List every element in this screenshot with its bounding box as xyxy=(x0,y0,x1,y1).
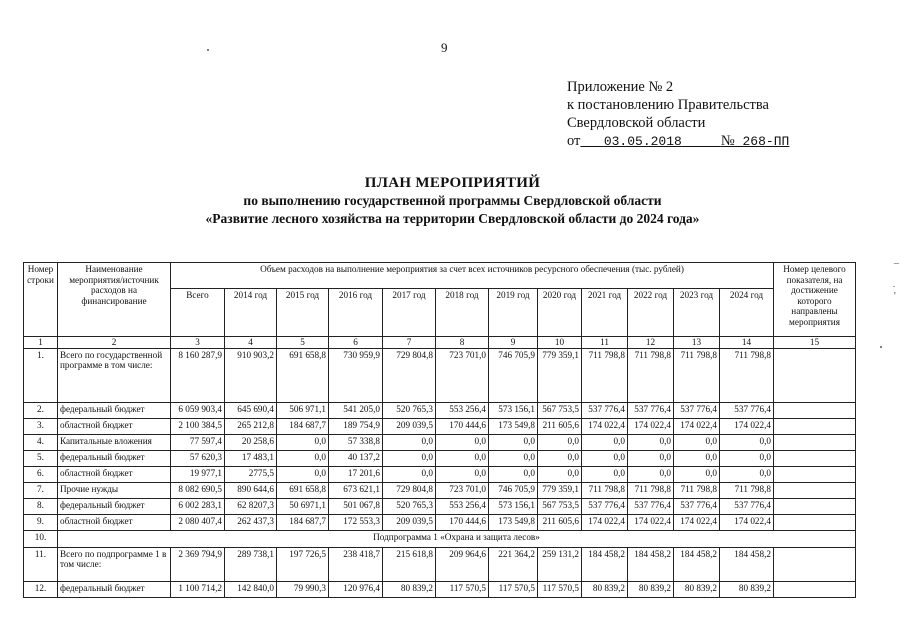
row-value: 0,0 xyxy=(383,466,436,482)
row-value: 259 131,2 xyxy=(538,547,582,581)
row-value: 0,0 xyxy=(383,450,436,466)
row-value: 0,0 xyxy=(582,466,628,482)
row-value: 80 839,2 xyxy=(383,581,436,597)
column-number: 15 xyxy=(774,337,856,349)
row-value: 537 776,4 xyxy=(674,498,720,514)
row-value: 170 444,6 xyxy=(436,418,489,434)
row-value: 573 156,1 xyxy=(489,498,538,514)
row-target xyxy=(774,547,856,581)
header-year: 2021 год xyxy=(582,289,628,337)
row-value: 57 620,3 xyxy=(171,450,225,466)
row-value: 17 483,1 xyxy=(225,450,277,466)
row-number: 9. xyxy=(24,514,58,530)
row-value: 2 369 794,9 xyxy=(171,547,225,581)
row-value: 0,0 xyxy=(277,450,329,466)
row-value: 80 839,2 xyxy=(674,581,720,597)
column-number: 6 xyxy=(329,337,383,349)
row-value: 174 022,4 xyxy=(582,418,628,434)
row-value: 673 621,1 xyxy=(329,482,383,498)
row-value: 211 605,6 xyxy=(538,418,582,434)
row-value: 0,0 xyxy=(720,434,774,450)
row-value: 174 022,4 xyxy=(674,418,720,434)
table-row xyxy=(24,581,856,597)
row-value: 289 738,1 xyxy=(225,547,277,581)
row-name: Прочие нужды xyxy=(58,482,171,498)
row-value: 50 6971,1 xyxy=(277,498,329,514)
row-value: 62 8207,3 xyxy=(225,498,277,514)
row-value: 184 687,7 xyxy=(277,514,329,530)
row-value: 537 776,4 xyxy=(628,402,674,418)
row-value: 142 840,0 xyxy=(225,581,277,597)
column-number: 11 xyxy=(582,337,628,349)
column-number: 9 xyxy=(489,337,538,349)
column-number: 12 xyxy=(628,337,674,349)
appendix-number: 268-ПП xyxy=(742,134,790,149)
row-value: 0,0 xyxy=(720,466,774,482)
row-value: 184 458,2 xyxy=(582,547,628,581)
row-value: 173 549,8 xyxy=(489,514,538,530)
row-name: Всего по государственной программе в том числе: xyxy=(58,348,171,402)
scan-dot xyxy=(207,49,209,51)
row-target xyxy=(774,581,856,597)
row-value: 184 458,2 xyxy=(628,547,674,581)
appendix-date: 03.05.2018 xyxy=(603,134,682,149)
row-value: 746 705,9 xyxy=(489,482,538,498)
row-value: 262 437,3 xyxy=(225,514,277,530)
row-value: 215 618,8 xyxy=(383,547,436,581)
row-value: 779 359,1 xyxy=(538,482,582,498)
subprogram-label: Подпрограмма 1 «Охрана и защита лесов» xyxy=(58,530,856,547)
row-number: 2. xyxy=(24,402,58,418)
row-value: 6 059 903,4 xyxy=(171,402,225,418)
row-value: 0,0 xyxy=(628,466,674,482)
table-row xyxy=(24,547,856,581)
row-value: 209 039,5 xyxy=(383,418,436,434)
row-value: 0,0 xyxy=(489,434,538,450)
row-value: 174 022,4 xyxy=(582,514,628,530)
row-value: 711 798,8 xyxy=(582,348,628,402)
row-value: 567 753,5 xyxy=(538,402,582,418)
row-value: 0,0 xyxy=(538,466,582,482)
column-number: 3 xyxy=(171,337,225,349)
row-value: 537 776,4 xyxy=(628,498,674,514)
header-row-no: Номер строки xyxy=(24,263,58,337)
row-value: 553 256,4 xyxy=(436,498,489,514)
row-name: федеральный бюджет xyxy=(58,402,171,418)
header-year: 2024 год xyxy=(720,289,774,337)
row-value: 0,0 xyxy=(383,434,436,450)
header-year: 2020 год xyxy=(538,289,582,337)
row-number: 4. xyxy=(24,434,58,450)
row-value: 19 977,1 xyxy=(171,466,225,482)
row-value: 541 205,0 xyxy=(329,402,383,418)
row-name: федеральный бюджет xyxy=(58,581,171,597)
row-value: 711 798,8 xyxy=(720,482,774,498)
row-target xyxy=(774,450,856,466)
table-row xyxy=(24,466,856,482)
title-block xyxy=(0,175,905,228)
row-value: 6 002 283,1 xyxy=(171,498,225,514)
table-row xyxy=(24,514,856,530)
header-year: 2022 год xyxy=(628,289,674,337)
row-value: 8 082 690,5 xyxy=(171,482,225,498)
row-value: 265 212,8 xyxy=(225,418,277,434)
appendix-from-label: от xyxy=(567,133,581,149)
appendix-number-label: № xyxy=(720,133,735,149)
row-value: 20 258,6 xyxy=(225,434,277,450)
column-number: 13 xyxy=(674,337,720,349)
row-value: 0,0 xyxy=(628,434,674,450)
appendix-line-3: Свердловской области xyxy=(567,115,706,131)
table-row xyxy=(24,348,856,402)
row-name: федеральный бюджет xyxy=(58,450,171,466)
column-number: 8 xyxy=(436,337,489,349)
row-value: 197 726,5 xyxy=(277,547,329,581)
header-target: Номер целевого показателя, на достижение которого направлены мероприятия xyxy=(774,263,856,337)
appendix-line-1: Приложение № 2 xyxy=(567,79,674,95)
row-value: 711 798,8 xyxy=(720,348,774,402)
row-name: областной бюджет xyxy=(58,466,171,482)
row-value: 2775,5 xyxy=(225,466,277,482)
row-value: 170 444,6 xyxy=(436,514,489,530)
column-number: 2 xyxy=(58,337,171,349)
row-value: 80 839,2 xyxy=(628,581,674,597)
row-value: 40 137,2 xyxy=(329,450,383,466)
row-value: 711 798,8 xyxy=(674,482,720,498)
row-value: 0,0 xyxy=(489,466,538,482)
header-year: 2016 год xyxy=(329,289,383,337)
plan-table xyxy=(23,262,856,598)
row-target xyxy=(774,418,856,434)
column-number: 10 xyxy=(538,337,582,349)
row-name: областной бюджет xyxy=(58,514,171,530)
header-year: 2019 год xyxy=(489,289,538,337)
header-year: 2015 год xyxy=(277,289,329,337)
table-row xyxy=(24,482,856,498)
row-value: 120 976,4 xyxy=(329,581,383,597)
appendix-line-2: к постановлению Правительства xyxy=(567,97,769,113)
row-value: 0,0 xyxy=(674,450,720,466)
header-year: 2017 год xyxy=(383,289,436,337)
row-value: 189 754,9 xyxy=(329,418,383,434)
row-value: 117 570,5 xyxy=(489,581,538,597)
row-value: 501 067,8 xyxy=(329,498,383,514)
row-value: 520 765,3 xyxy=(383,498,436,514)
plan-subtitle-2: «Развитие лесного хозяйства на территории Свердловской области до 2024 года» xyxy=(205,211,700,226)
row-value: 567 753,5 xyxy=(538,498,582,514)
header-volume: Объем расходов на выполнение мероприятия за счет всех источников ресурсного обеспечения (тыс. рублей) xyxy=(171,263,774,289)
row-value: 0,0 xyxy=(674,466,720,482)
row-value: 691 658,8 xyxy=(277,348,329,402)
subprogram-row xyxy=(24,530,856,547)
header-name: Наименование мероприятия/источник расходов на финансирование xyxy=(58,263,171,337)
row-value: 221 364,2 xyxy=(489,547,538,581)
row-value: 173 549,8 xyxy=(489,418,538,434)
row-value: 79 990,3 xyxy=(277,581,329,597)
table-row xyxy=(24,498,856,514)
row-value: 746 705,9 xyxy=(489,348,538,402)
row-value: 174 022,4 xyxy=(628,418,674,434)
row-value: 57 338,8 xyxy=(329,434,383,450)
plan-subtitle-1: по выполнению государственной программы Свердловской области xyxy=(243,193,662,208)
row-value: 117 570,5 xyxy=(436,581,489,597)
plan-title: ПЛАН МЕРОПРИЯТИЙ xyxy=(364,175,541,191)
page-number: 9 xyxy=(441,40,448,55)
row-value: 80 839,2 xyxy=(582,581,628,597)
row-target xyxy=(774,348,856,402)
row-value: 553 256,4 xyxy=(436,402,489,418)
row-value: 729 804,8 xyxy=(383,348,436,402)
row-value: 730 959,9 xyxy=(329,348,383,402)
row-value: 174 022,4 xyxy=(720,514,774,530)
row-value: 779 359,1 xyxy=(538,348,582,402)
row-value: 723 701,0 xyxy=(436,482,489,498)
row-value: 211 605,6 xyxy=(538,514,582,530)
row-value: 537 776,4 xyxy=(720,498,774,514)
row-target xyxy=(774,498,856,514)
column-number-row xyxy=(24,337,856,349)
row-value: 0,0 xyxy=(436,466,489,482)
row-value: 117 570,5 xyxy=(538,581,582,597)
row-target xyxy=(774,466,856,482)
row-value: 0,0 xyxy=(674,434,720,450)
row-value: 238 418,7 xyxy=(329,547,383,581)
row-number: 1. xyxy=(24,348,58,402)
row-value: 645 690,4 xyxy=(225,402,277,418)
row-value: 0,0 xyxy=(538,434,582,450)
row-value: 2 080 407,4 xyxy=(171,514,225,530)
row-value: 17 201,6 xyxy=(329,466,383,482)
row-value: 537 776,4 xyxy=(720,402,774,418)
header-total: Всего xyxy=(171,289,225,337)
row-value: 729 804,8 xyxy=(383,482,436,498)
row-value: 1 100 714,2 xyxy=(171,581,225,597)
row-name: областной бюджет xyxy=(58,418,171,434)
row-number: 6. xyxy=(24,466,58,482)
row-value: 0,0 xyxy=(489,450,538,466)
row-number: 5. xyxy=(24,450,58,466)
appendix-date-line xyxy=(567,132,789,151)
row-value: 910 903,2 xyxy=(225,348,277,402)
header-year: 2023 год xyxy=(674,289,720,337)
row-value: 0,0 xyxy=(436,434,489,450)
row-value: 77 597,4 xyxy=(171,434,225,450)
scan-dot xyxy=(880,346,882,348)
row-target xyxy=(774,402,856,418)
row-value: 0,0 xyxy=(277,466,329,482)
row-number: 7. xyxy=(24,482,58,498)
row-value: 184 687,7 xyxy=(277,418,329,434)
row-value: 537 776,4 xyxy=(582,498,628,514)
row-value: 174 022,4 xyxy=(720,418,774,434)
header-year: 2014 год xyxy=(225,289,277,337)
row-value: 711 798,8 xyxy=(628,348,674,402)
row-value: 209 039,5 xyxy=(383,514,436,530)
column-number: 5 xyxy=(277,337,329,349)
row-value: 723 701,0 xyxy=(436,348,489,402)
row-number: 10. xyxy=(24,530,58,547)
table-row xyxy=(24,402,856,418)
row-value: 0,0 xyxy=(720,450,774,466)
column-number: 7 xyxy=(383,337,436,349)
row-value: 711 798,8 xyxy=(582,482,628,498)
row-value: 80 839,2 xyxy=(720,581,774,597)
row-value: 0,0 xyxy=(628,450,674,466)
row-value: 520 765,3 xyxy=(383,402,436,418)
row-number: 3. xyxy=(24,418,58,434)
row-value: 184 458,2 xyxy=(720,547,774,581)
row-value: 0,0 xyxy=(582,434,628,450)
header-year: 2018 год xyxy=(436,289,489,337)
row-name: Капитальные вложения xyxy=(58,434,171,450)
margin-marks: ¯ ' xyxy=(894,263,899,302)
row-target xyxy=(774,514,856,530)
row-value: 506 971,1 xyxy=(277,402,329,418)
row-value: 172 553,3 xyxy=(329,514,383,530)
row-value: 0,0 xyxy=(582,450,628,466)
row-value: 2 100 384,5 xyxy=(171,418,225,434)
row-value: 8 160 287,9 xyxy=(171,348,225,402)
row-name: Всего по подпрограмме 1 в том числе: xyxy=(58,547,171,581)
appendix-block xyxy=(567,78,789,151)
row-value: 0,0 xyxy=(277,434,329,450)
column-number: 14 xyxy=(720,337,774,349)
row-value: 0,0 xyxy=(538,450,582,466)
row-target xyxy=(774,482,856,498)
column-number: 1 xyxy=(24,337,58,349)
row-value: 174 022,4 xyxy=(628,514,674,530)
row-value: 711 798,8 xyxy=(628,482,674,498)
row-value: 573 156,1 xyxy=(489,402,538,418)
row-value: 0,0 xyxy=(436,450,489,466)
row-value: 537 776,4 xyxy=(582,402,628,418)
column-number: 4 xyxy=(225,337,277,349)
row-value: 537 776,4 xyxy=(674,402,720,418)
row-number: 12. xyxy=(24,581,58,597)
row-value: 209 964,6 xyxy=(436,547,489,581)
row-name: федеральный бюджет xyxy=(58,498,171,514)
table-row xyxy=(24,434,856,450)
row-number: 11. xyxy=(24,547,58,581)
row-value: 711 798,8 xyxy=(674,348,720,402)
row-value: 890 644,6 xyxy=(225,482,277,498)
table-row xyxy=(24,450,856,466)
row-number: 8. xyxy=(24,498,58,514)
table-row xyxy=(24,418,856,434)
row-target xyxy=(774,434,856,450)
row-value: 184 458,2 xyxy=(674,547,720,581)
row-value: 174 022,4 xyxy=(674,514,720,530)
row-value: 691 658,8 xyxy=(277,482,329,498)
